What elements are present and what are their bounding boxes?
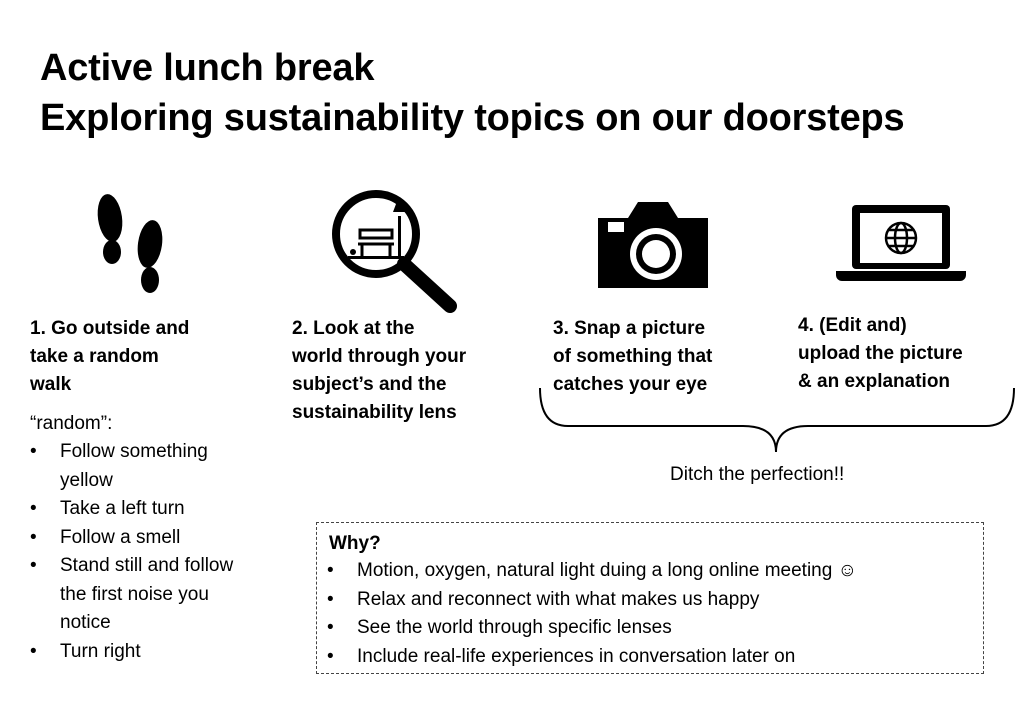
list-item: • Take a left turn — [30, 495, 250, 524]
list-item: • Relax and reconnect with what makes us happy — [327, 586, 977, 615]
list-item: • Follow a smell — [30, 524, 250, 553]
random-heading: “random”: — [30, 413, 113, 434]
footprints-icon — [92, 192, 172, 298]
why-box — [316, 522, 984, 674]
list-item: • Include real-life experiences in conversation later on — [327, 643, 977, 672]
random-list — [30, 438, 250, 666]
laptop-globe-icon — [836, 203, 966, 283]
step-3-label: 3. Snap a picture of something that catches your eye — [553, 318, 713, 395]
step-4-label: 4. (Edit and) upload the picture & an explanation — [798, 315, 963, 392]
list-item: • Follow something yellow — [30, 438, 250, 495]
page-subtitle: Exploring sustainability topics on our doorsteps — [40, 97, 905, 139]
list-item: • Motion, oxygen, natural light duing a long online meeting ☺ — [327, 557, 977, 586]
list-item: • Stand still and follow the first noise you notice — [30, 552, 250, 638]
why-heading: Why? — [329, 533, 381, 554]
list-item: • Turn right — [30, 638, 250, 667]
page-title: Active lunch break — [40, 47, 375, 89]
why-list — [327, 557, 977, 671]
curly-brace — [538, 386, 1018, 456]
step-2-label: 2. Look at the world through your subject’s and the sustainability lens — [292, 318, 467, 423]
magnifier-park-icon — [328, 186, 458, 314]
brace-note: Ditch the perfection!! — [670, 464, 845, 485]
list-item: • See the world through specific lenses — [327, 614, 977, 643]
camera-icon — [598, 200, 708, 288]
step-1-label: 1. Go outside and take a random walk — [30, 318, 190, 395]
